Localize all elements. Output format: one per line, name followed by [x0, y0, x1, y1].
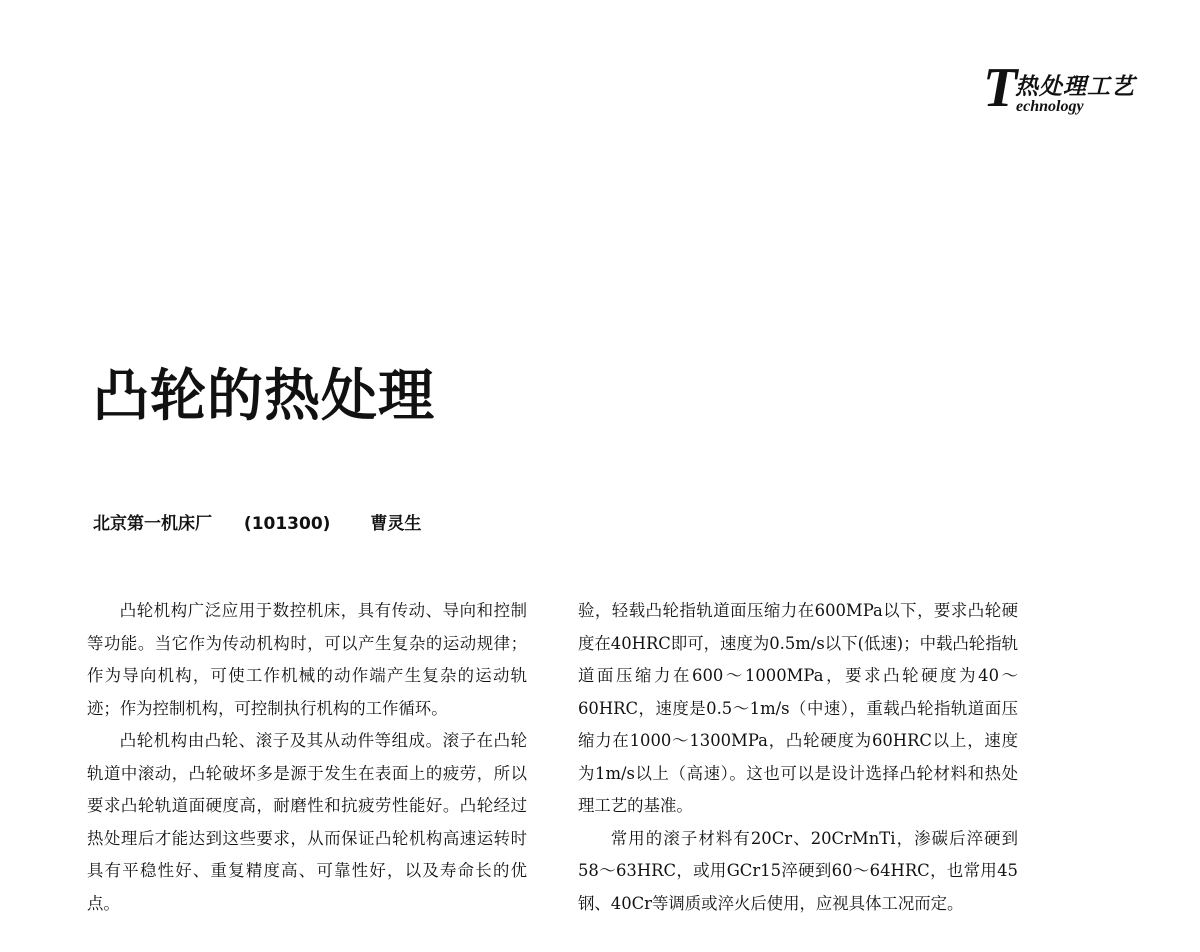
postcode: (101300) [243, 514, 331, 534]
body-column-left [87, 595, 527, 920]
byline [93, 509, 421, 534]
article-title: 凸轮的热处理 [93, 363, 435, 429]
section-name-english: echnology [1016, 98, 1084, 115]
paragraph: 凸轮机构广泛应用于数控机床，具有传动、导向和控制等功能。当它作为传动机构时，可以产生复杂的运动规律；作为导向机构，可使工作机械的动作端产生复杂的运动轨迹；作为控制机构，可控制执行机构的工作循环。 [87, 601, 527, 718]
author-name: 曹灵生 [370, 514, 422, 534]
paragraph-continued: 验，轻载凸轮指轨道面压缩力在600MPa以下，要求凸轮硬度在40HRC即可，速度为0.5m/s以下(低速)；中载凸轮指轨道面压缩力在600～1000MPa，要求凸轮硬度为40～60HRC，速度是0.5～1m/s（中速），重载凸轮指轨道面压缩力在1000～1300MPa，凸轮硬度为60HRC以上，速度为1m/s以上（高速）。这也可以是设计选择凸轮材料和热处理工艺的基准。 [578, 601, 1018, 815]
body-column-right [578, 595, 1018, 920]
author-affiliation: 北京第一机床厂 [93, 514, 212, 534]
paragraph: 常用的滚子材料有20Cr、20CrMnTi，渗碳后淬硬到58～63HRC，或用GCr15淬硬到60～64HRC，也常用45钢、40Cr等调质或淬火后使用，应视具体工况而定。 [578, 828, 1018, 913]
journal-section-logo [983, 57, 1173, 122]
logo-letter: T [983, 57, 1018, 119]
paragraph: 凸轮机构由凸轮、滚子及其从动件等组成。滚子在凸轮轨道中滚动，凸轮破坏多是源于发生在表面上的疲劳，所以要求凸轮轨道面硬度高，耐磨性和抗疲劳性能好。凸轮经过热处理后才能达到这些要求，从而保证凸轮机构高速运转时具有平稳性好、重复精度高、可靠性好，以及寿命长的优点。 [87, 731, 527, 913]
section-name-chinese: 热处理工艺 [1015, 73, 1135, 100]
